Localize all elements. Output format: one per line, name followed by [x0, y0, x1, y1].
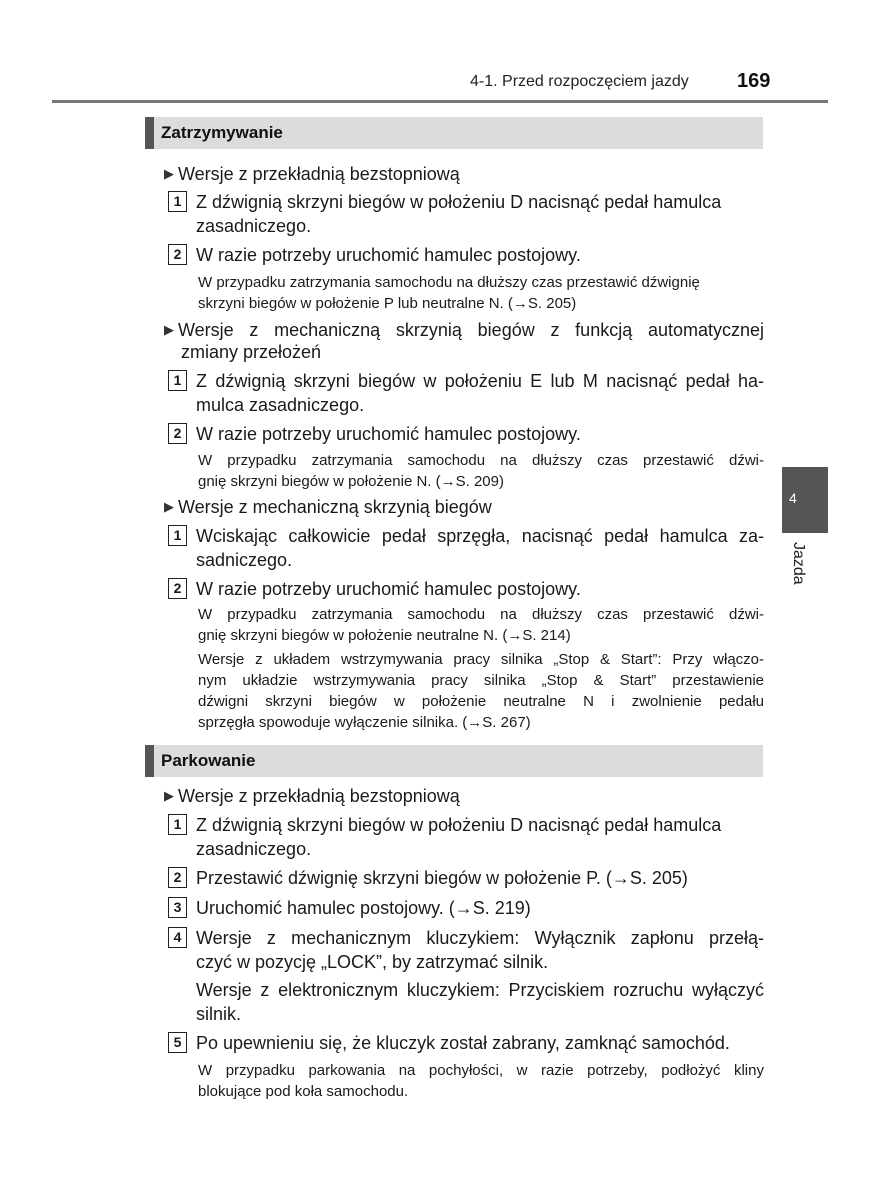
section-title: Zatrzymywanie — [161, 123, 283, 142]
step-number: 1 — [168, 370, 187, 391]
section-heading-bar — [145, 745, 154, 777]
step-number: 1 — [168, 191, 187, 212]
step-number: 4 — [168, 927, 187, 948]
chapter-tab-label: Jazda — [790, 542, 807, 585]
note-text: W przypadku parkowania na pochyłości, w razie potrzeby, podłożyć kliny blokujące pod koła samochodu. — [198, 1062, 764, 1100]
step-item — [168, 243, 764, 267]
step-text: Z dźwignią skrzyni biegów w położeniu E lub M nacisnąć pedał ha- — [196, 371, 764, 391]
step-item — [168, 813, 764, 861]
step-continuation — [168, 978, 764, 1026]
triangle-bullet-icon: ▶ — [164, 166, 174, 181]
step-number: 1 — [168, 525, 187, 546]
section-heading-stopping — [145, 117, 763, 149]
step-number: 2 — [168, 423, 187, 444]
note-text: Wersje z układem wstrzymywania pracy silnika „Stop & Start”: Przy włączo- nym układzie wstrzymywania pracy silnika „Stop & Start” przestawienie dźwigni skrzyni biegów w położenie neutralne N i zwolnienie pedału sprzęgła spowoduje wyłączenie silnika. (→S. 267) — [198, 651, 764, 731]
step-text: Po upewnieniu się, że kluczyk został zabrany, zamknąć samochód. — [196, 1033, 730, 1053]
step-text: silnik. — [196, 1004, 242, 1024]
note-text: W przypadku zatrzymania samochodu na dłuższy czas przestawić dźwi- gnię skrzyni biegów w położenie N. (→S. 209) — [198, 452, 764, 490]
step-item — [168, 422, 764, 446]
step-text: W razie potrzeby uruchomić hamulec postojowy. — [196, 579, 581, 599]
step-text: zasadniczego. — [196, 839, 312, 859]
step-text: Przestawić dźwignię skrzyni biegów w położenie P. (→S. 205) — [196, 868, 688, 888]
step-text: Wersje z elektronicznym kluczykiem: Przyciskiem rozruchu wyłączyć — [196, 980, 764, 1000]
step-text: zasadniczego. — [196, 216, 312, 236]
step-number: 5 — [168, 1032, 187, 1053]
step-text: Uruchomić hamulec postojowy. (→S. 219) — [196, 898, 531, 918]
chapter-title: 4-1. Przed rozpoczęciem jazdy — [470, 73, 689, 90]
step-number: 3 — [168, 897, 187, 918]
step-text: W razie potrzeby uruchomić hamulec postojowy. — [196, 424, 581, 444]
step-number: 1 — [168, 814, 187, 835]
step-item — [168, 896, 764, 920]
step-text: mulca zasadniczego. — [196, 395, 365, 415]
step-item — [168, 190, 764, 238]
triangle-bullet-icon: ▶ — [164, 499, 174, 514]
variant-heading: ▶ Wersje z przekładnią bezstopniową — [164, 786, 460, 806]
step-text: Wciskając całkowicie pedał sprzęgła, nacisnąć pedał hamulca za- — [196, 526, 764, 546]
step-text: W razie potrzeby uruchomić hamulec postojowy. — [196, 245, 581, 265]
step-text: Z dźwignią skrzyni biegów w położeniu D nacisnąć pedał hamulca — [196, 815, 722, 835]
header-divider — [52, 100, 828, 103]
step-item — [168, 577, 764, 601]
triangle-bullet-icon: ▶ — [164, 322, 174, 337]
section-heading-parking — [145, 745, 763, 777]
step-item — [168, 369, 764, 417]
variant-heading: ▶ Wersje z mechaniczną skrzynią biegów — [164, 497, 492, 517]
step-item — [168, 866, 764, 890]
step-number: 2 — [168, 867, 187, 888]
step-item — [168, 926, 764, 974]
section-title: Parkowanie — [161, 751, 256, 770]
step-number: 2 — [168, 578, 187, 599]
step-number: 2 — [168, 244, 187, 265]
note-text: W przypadku zatrzymania samochodu na dłuższy czas przestawić dźwi- gnię skrzyni biegów w położenie neutralne N. (→S. 214) — [198, 606, 764, 644]
chapter-tab-number: 4 — [789, 490, 797, 506]
note-text: W przypadku zatrzymania samochodu na dłuższy czas przestawić dźwignię skrzyni biegów w położenie P lub neutralne N. (→S. 205) — [198, 274, 700, 312]
step-text: czyć w pozycję „LOCK”, by zatrzymać silnik. — [196, 952, 549, 972]
page-number: 169 — [737, 70, 771, 92]
step-text: Wersje z mechanicznym kluczykiem: Wyłącznik zapłonu przełą- — [196, 928, 764, 948]
step-item — [168, 524, 764, 572]
step-text: Z dźwignią skrzyni biegów w położeniu D nacisnąć pedał hamulca — [196, 192, 722, 212]
triangle-bullet-icon: ▶ — [164, 788, 174, 803]
variant-heading: ▶ Wersje z mechaniczną skrzynią biegów z funkcją automatycznej zmiany przełożeń — [164, 320, 764, 362]
step-item — [168, 1031, 764, 1055]
step-text: sadniczego. — [196, 550, 293, 570]
variant-heading: ▶ Wersje z przekładnią bezstopniową — [164, 164, 460, 184]
section-heading-bar — [145, 117, 154, 149]
